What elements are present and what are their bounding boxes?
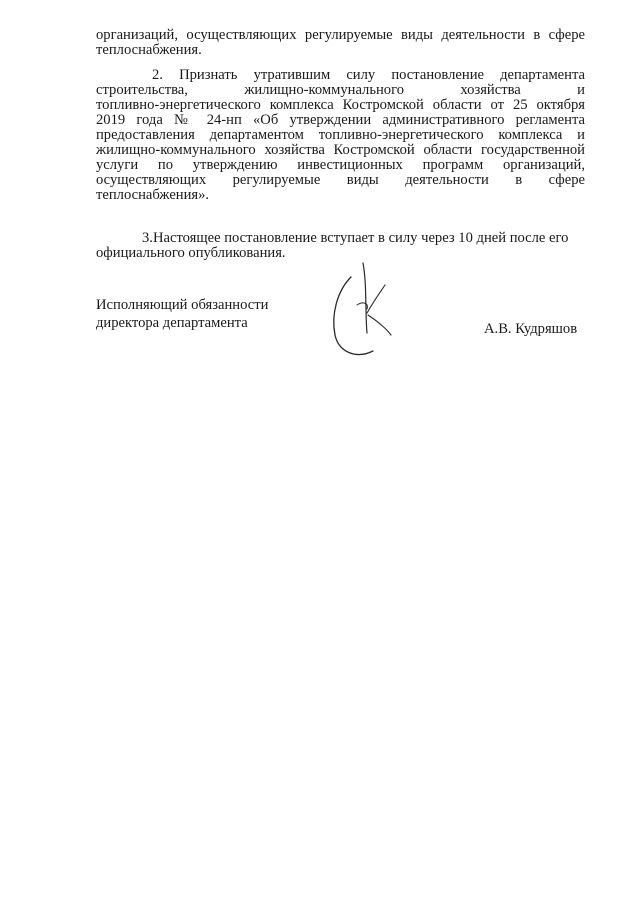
text-line: жилищно-коммунального хозяйства Костромской области государственной xyxy=(96,142,585,158)
signatory-title xyxy=(96,296,268,332)
handwritten-signature xyxy=(323,255,398,365)
text-line: строительства, жилищно-коммунального хозяйства и xyxy=(96,82,585,98)
paragraph-2 xyxy=(96,68,585,203)
text-line: 2019 года № 24-нп «Об утверждении административного регламента xyxy=(96,112,585,128)
text-line: 3.Настоящее постановление вступает в силу через 10 дней после его xyxy=(142,230,569,246)
text-line: теплоснабжения». xyxy=(96,187,210,203)
text-line: организаций, осуществляющих регулируемые виды деятельности в сфере xyxy=(96,27,585,43)
paragraph-1 xyxy=(96,28,585,58)
text-line: 2. Признать утратившим силу постановление департамента xyxy=(152,67,585,83)
text-line: осуществляющих регулируемые виды деятельности в сфере xyxy=(96,172,585,188)
signatory-name: А.В. Кудряшов xyxy=(484,321,578,337)
signatory-title-line: Исполняющий обязанности xyxy=(96,297,269,313)
text-line: теплоснабжения. xyxy=(96,42,202,58)
text-line: услуги по утверждению инвестиционных программ организаций, xyxy=(96,157,585,173)
text-line: топливно-энергетического комплекса Костромской области от 25 октября xyxy=(96,97,585,113)
text-line: официального опубликования. xyxy=(96,245,286,261)
signatory-title-line: директора департамента xyxy=(96,315,248,331)
text-line: предоставления департаментом топливно-энергетического комплекса и xyxy=(96,127,585,143)
